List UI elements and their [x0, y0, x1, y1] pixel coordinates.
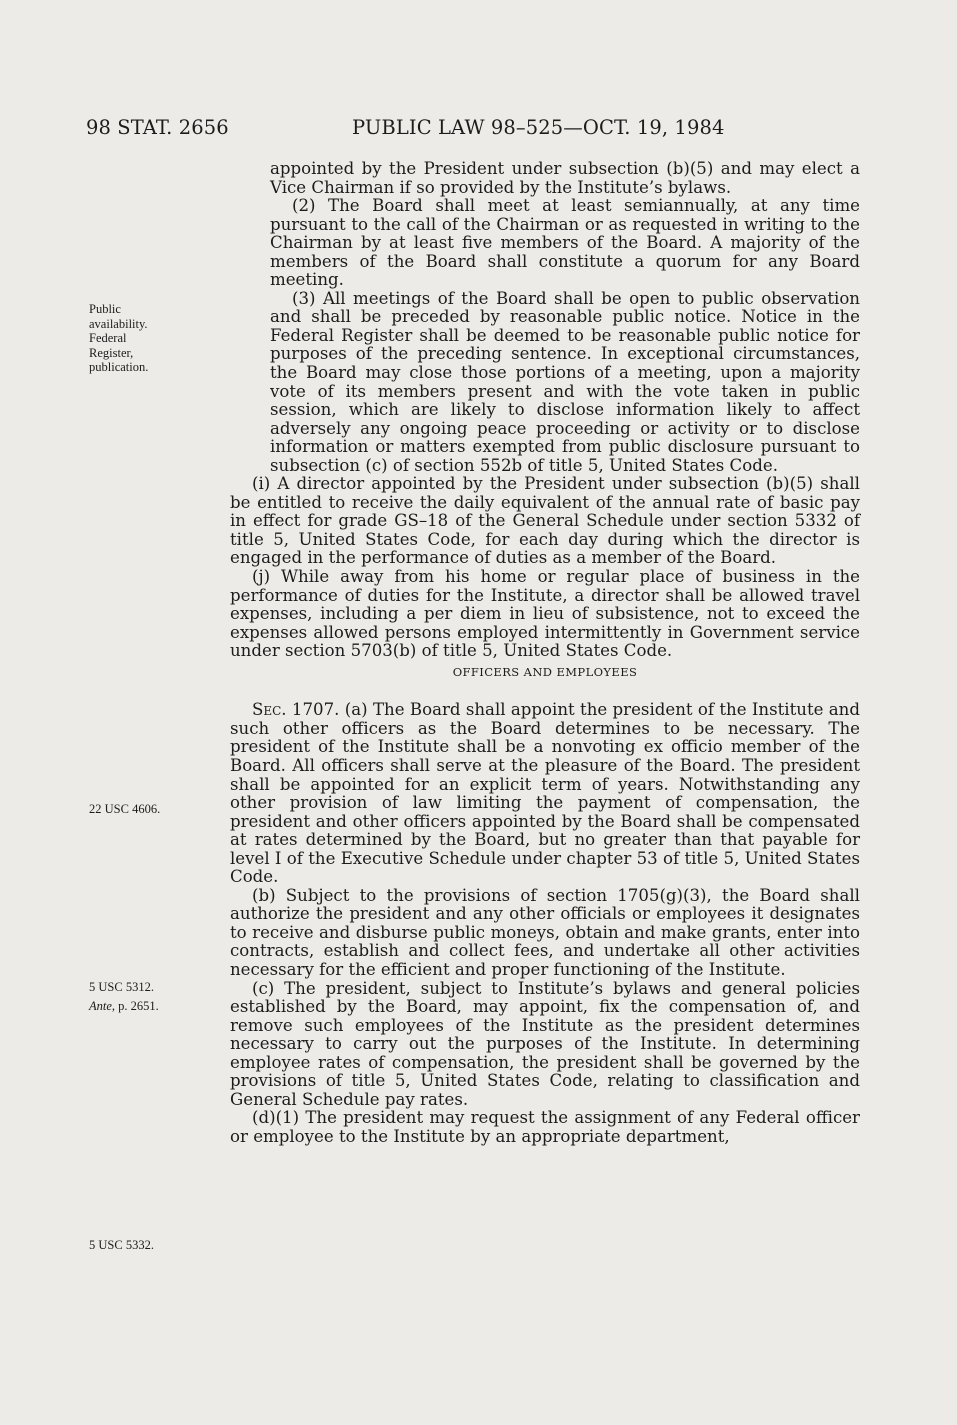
margin-note-line: 5 USC 5332. [89, 1238, 154, 1252]
margin-note-22-usc-4606 [89, 802, 160, 817]
margin-note-line: Federal [89, 331, 127, 345]
statute-body [230, 160, 860, 1146]
margin-note-ante-page: p. 2651. [115, 998, 159, 1013]
paragraph-text: 1707. (a) The Board shall appoint the president of the Institute and such other officers as the Board determines to be necessary. The president of the Institute shall be a nonvoting ex officio member of the Board. All officers shall serve at the pleasure of the Board. The president shall be appointed for an explicit term of years. Notwithstanding any other provision of law limiting the payment of compensation, the president and other officers appointed by the Board shall be compensated at rates determined by the Board, but no greater than that payable for level I of the Executive Schedule under chapter 53 of title 5, United States Code. [230, 700, 860, 887]
paragraph: (d)(1) The president may request the assignment of any Federal officer or employee to the Institute by an appropriate department, [230, 1108, 860, 1146]
margin-note-line: publication. [89, 360, 149, 374]
paragraph: appointed by the President under subsection (b)(5) and may elect a Vice Chairman if so provided by the Institute’s bylaws. [270, 159, 860, 197]
paragraph: (b) Subject to the provisions of section 1705(g)(3), the Board shall authorize the president and any other officials or employees it designates to receive and disburse public moneys, obtain and make grants, enter into contracts, establish and collect fees, and undertake all other activities necessary for the efficient and proper functioning of the Institute. [230, 885, 860, 979]
margin-note-5-usc-5312 [89, 980, 159, 1013]
margin-note-ante-italic: Ante, [89, 998, 116, 1013]
stat-page-number: 98 STAT. 2656 [86, 116, 229, 139]
paragraph: (c) The president, subject to Institute’s bylaws and general policies established by the Board, may appoint, fix the compensation of, and remove such employees of the Institute as the president determines necessary to carry out the purposes of the Institute. In determining employee rates of compensation, the president shall be governed by the provisions of title 5, United States Code, relating to classification and General Schedule pay rates. [230, 978, 860, 1109]
margin-note-line: Register, [89, 345, 134, 360]
margin-note-line: 22 USC 4606. [89, 802, 161, 816]
margin-note-line: availability. [89, 316, 148, 331]
margin-note-ante [89, 999, 159, 1014]
margin-note-public-availability [89, 302, 148, 375]
paragraph: (i) A director appointed by the President under subsection (b)(5) shall be entitled to receive the daily equivalent of the annual rate of basic pay in effect for grade GS–18 of the General Schedule under section 5332 of title 5, United States Code, for each day during which the director is engaged in the performance of duties as a member of the Board. [230, 474, 860, 568]
paragraph-sec-1707 [230, 701, 860, 886]
margin-note-line: 5 USC 5312. [89, 980, 154, 994]
paragraph: (3) All meetings of the Board shall be open to public observation and shall be preceded by reasonable public notice. Notice in the Federal Register shall be deemed to be reasonable public notice for purposes of the preceding sentence. In exceptional circumstances, the Board may close those portions of a meeting, upon a majority vote of its members present and with the vote taken in public session, which are likely to disclose information likely to affect adversely any ongoing peace proceeding or activity or to disclose information or matters exempted from public disclosure pursuant to subsection (c) of section 552b of title 5, United States Code. [270, 288, 860, 475]
section-heading: OFFICERS AND EMPLOYEES [452, 664, 638, 679]
margin-note-5-usc-5332 [89, 1238, 154, 1253]
paragraph: (j) While away from his home or regular place of business in the performance of duties for the Institute, a director shall be allowed travel expenses, including a per diem in lieu of subsistence, not to exceed the expenses allowed persons employed intermittently in Government service under section 5703(b) of title 5, United States Code. [230, 567, 860, 661]
margin-note-line: Public [89, 302, 121, 316]
public-law-title: PUBLIC LAW 98–525—OCT. 19, 1984 [352, 116, 725, 139]
paragraph: (2) The Board shall meet at least semiannually, at any time pursuant to the call of the Chairman or as requested in writing to the Chairman by at least five members of the Board. A majority of the members of the Board shall constitute a quorum for any Board meeting. [270, 196, 860, 290]
sec-label: Sec. [252, 700, 287, 720]
